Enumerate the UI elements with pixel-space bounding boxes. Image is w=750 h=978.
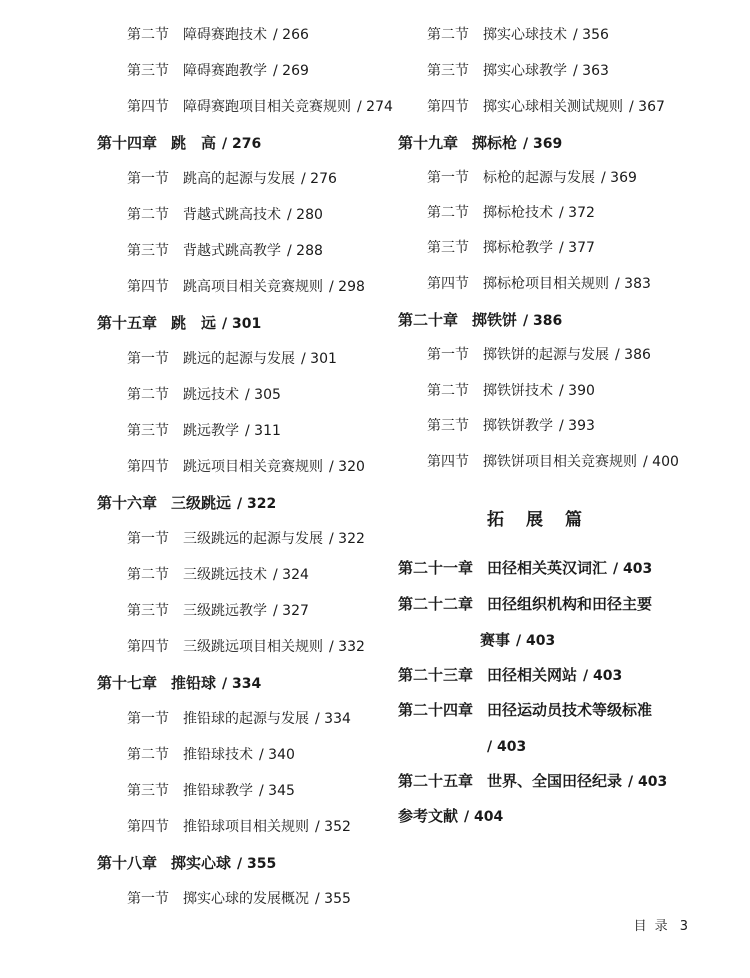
page-footer [634, 915, 688, 934]
toc-entry[interactable]: 第一节 掷铁饼的起源与发展/ 386 [427, 345, 651, 365]
toc-entry[interactable]: 第二节 三级跳远技术/ 324 [127, 565, 309, 585]
toc-entry[interactable]: 第一节 三级跳远的起源与发展/ 322 [127, 529, 365, 549]
toc-entry[interactable]: 第四节 掷铁饼项目相关竞赛规则/ 400 [427, 452, 679, 472]
toc-entry[interactable]: 第三节 掷标枪教学/ 377 [427, 238, 595, 258]
toc-chapter[interactable]: 第二十二章 田径组织机构和田径主要 [398, 595, 653, 613]
page-number: 3 [679, 919, 688, 934]
toc-chapter[interactable]: 第十六章 三级跳远/ 322 [97, 493, 276, 514]
toc-entry[interactable]: 第三节 掷实心球教学/ 363 [427, 61, 609, 81]
part-title: 拓展篇 [487, 510, 604, 530]
toc-chapter[interactable]: 第十九章 掷标枪/ 369 [398, 133, 562, 154]
toc-entry[interactable]: 第二节 掷实心球技术/ 356 [427, 25, 609, 45]
toc-entry[interactable]: 第二节 背越式跳高技术/ 280 [127, 205, 323, 225]
toc-entry[interactable]: 第一节 跳远的起源与发展/ 301 [127, 349, 337, 369]
toc-chapter-continuation[interactable]: / 403 [487, 736, 526, 757]
toc-entry[interactable]: 第一节 跳高的起源与发展/ 276 [127, 169, 337, 189]
toc-chapter[interactable]: 第二十三章 田径相关网站/ 403 [398, 665, 622, 686]
toc-chapter[interactable]: 第二十章 掷铁饼/ 386 [398, 310, 562, 331]
toc-entry[interactable]: 第三节 跳远教学/ 311 [127, 421, 281, 441]
toc-entry[interactable]: 第四节 掷实心球相关测试规则/ 367 [427, 97, 665, 117]
toc-entry[interactable]: 第三节 障碍赛跑教学/ 269 [127, 61, 309, 81]
toc-entry[interactable]: 第四节 推铅球项目相关规则/ 352 [127, 817, 351, 837]
toc-entry[interactable]: 第二节 跳远技术/ 305 [127, 385, 281, 405]
toc-entry[interactable]: 第二节 推铅球技术/ 340 [127, 745, 295, 765]
toc-entry[interactable]: 第三节 推铅球教学/ 345 [127, 781, 295, 801]
toc-entry[interactable]: 第四节 三级跳远项目相关规则/ 332 [127, 637, 365, 657]
toc-chapter[interactable]: 第十八章 掷实心球/ 355 [97, 853, 276, 874]
toc-chapter[interactable]: 第十四章 跳 高/ 276 [97, 133, 261, 154]
toc-references[interactable]: 参考文献/ 404 [398, 806, 503, 827]
toc-entry[interactable]: 第二节 掷标枪技术/ 372 [427, 203, 595, 223]
toc-entry[interactable]: 第一节 推铅球的起源与发展/ 334 [127, 709, 351, 729]
toc-chapter[interactable]: 第二十一章 田径相关英汉词汇/ 403 [398, 558, 652, 579]
toc-chapter[interactable]: 第十七章 推铅球/ 334 [97, 673, 261, 694]
toc-chapter[interactable]: 第二十五章 世界、全国田径纪录/ 403 [398, 771, 667, 792]
toc-chapter[interactable]: 第十五章 跳 远/ 301 [97, 313, 261, 334]
toc-entry[interactable]: 第四节 跳高项目相关竞赛规则/ 298 [127, 277, 365, 297]
toc-chapter-continuation[interactable]: 赛事/ 403 [480, 630, 555, 651]
toc-entry[interactable]: 第三节 三级跳远教学/ 327 [127, 601, 309, 621]
toc-entry[interactable]: 第四节 障碍赛跑项目相关竞赛规则/ 274 [127, 97, 393, 117]
toc-entry[interactable]: 第三节 掷铁饼教学/ 393 [427, 416, 595, 436]
toc-chapter[interactable]: 第二十四章 田径运动员技术等级标准 [398, 701, 653, 719]
toc-entry[interactable]: 第一节 标枪的起源与发展/ 369 [427, 168, 637, 188]
toc-entry[interactable]: 第一节 掷实心球的发展概况/ 355 [127, 889, 351, 909]
toc-entry[interactable]: 第二节 障碍赛跑技术/ 266 [127, 25, 309, 45]
footer-label: 目录 [633, 919, 676, 934]
toc-entry[interactable]: 第四节 掷标枪项目相关规则/ 383 [427, 274, 651, 294]
toc-entry[interactable]: 第二节 掷铁饼技术/ 390 [427, 381, 595, 401]
toc-entry[interactable]: 第四节 跳远项目相关竞赛规则/ 320 [127, 457, 365, 477]
toc-entry[interactable]: 第三节 背越式跳高教学/ 288 [127, 241, 323, 261]
